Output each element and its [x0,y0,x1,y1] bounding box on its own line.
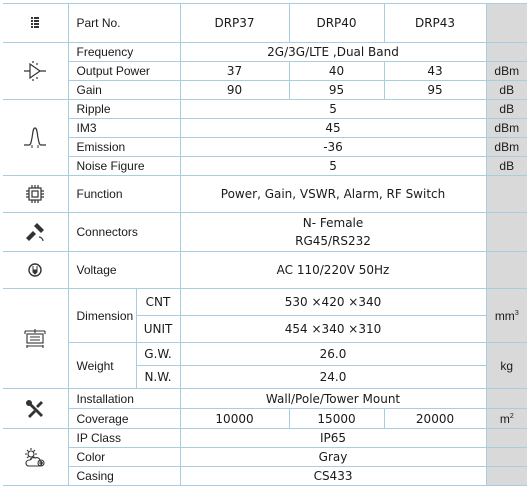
ip-class-value: IP65 [180,429,486,448]
voltage-label: Voltage [68,252,180,289]
dimension-unit [486,289,527,343]
unit-cell-empty [486,4,527,43]
function-value: Power, Gain, VSWR, Alarm, RF Switch [180,176,486,213]
dimension-label: Dimension [68,289,136,343]
casing-unit [486,467,527,486]
color-value: Gray [180,448,486,467]
row-emission [3,138,527,157]
noise-figure-unit: dB [486,157,527,176]
connector-icon [3,213,68,252]
dimension-unit-sup: 3 [514,309,519,317]
ripple-unit: dB [486,100,527,119]
model-drp37: DRP37 [180,4,289,43]
ripple-label: Ripple [68,100,180,119]
dimension-cnt-value: 530 ×420 ×340 [180,289,486,316]
output-power-unit: dBm [486,62,527,81]
coverage-unit-sup: 2 [509,412,514,420]
row-output-power [3,62,527,81]
function-label: Function [68,176,180,213]
coverage-label: Coverage [68,409,180,429]
function-unit [486,176,527,213]
weight-unit: kg [486,343,527,389]
dimension-unit-text: mm [494,308,515,323]
environment-icon [3,429,68,486]
chip-icon [3,176,68,213]
ripple-value: 5 [180,100,486,119]
coverage-drp40: 15000 [289,409,384,429]
row-frequency [3,43,527,62]
installation-value: Wall/Pole/Tower Mount [180,389,486,409]
gain-unit: dB [486,81,527,100]
weight-gw-value: 26.0 [180,343,486,366]
dimension-cnt-label: CNT [136,289,180,316]
spec-table [3,3,527,486]
noise-figure-label: Noise Figure [68,157,180,176]
power-plug-icon [3,252,68,289]
coverage-unit-text: m [499,411,510,426]
output-power-label: Output Power [68,62,180,81]
waveform-icon [3,100,68,176]
amplifier-icon [3,43,68,100]
model-drp43: DRP43 [384,4,486,43]
noise-figure-value: 5 [180,157,486,176]
weight-label: Weight [68,343,136,389]
gain-drp37: 90 [180,81,289,100]
im3-unit: dBm [486,119,527,138]
row-noise-figure [3,157,527,176]
row-function [3,176,527,213]
emission-unit: dBm [486,138,527,157]
row-coverage [3,409,527,429]
connectors-label: Connectors [68,213,180,252]
row-color [3,448,527,467]
dimension-unit-row-label: UNIT [136,316,180,343]
emission-label: Emission [68,138,180,157]
frequency-unit [486,43,527,62]
emission-value: -36 [180,138,486,157]
frequency-label: Frequency [68,43,180,62]
weight-gw-label: G.W. [136,343,180,366]
ip-class-label: IP Class [68,429,180,448]
weight-nw-value: 24.0 [180,366,486,389]
tools-icon [3,389,68,429]
dimension-unit-row-value: 454 ×340 ×310 [180,316,486,343]
output-power-drp37: 37 [180,62,289,81]
voltage-value: AC 110/220V 50Hz [180,252,486,289]
casing-value: CS433 [180,467,486,486]
color-unit [486,448,527,467]
output-power-drp43: 43 [384,62,486,81]
frequency-value: 2G/3G/LTE ,Dual Band [180,43,486,62]
weight-nw-label: N.W. [136,366,180,389]
gain-drp40: 95 [289,81,384,100]
coverage-drp43: 20000 [384,409,486,429]
casing-label: Casing [68,467,180,486]
connectors-line-1: N- Female [302,216,364,230]
row-im3 [3,119,527,138]
row-ip-class [3,429,527,448]
gain-drp43: 95 [384,81,486,100]
output-power-drp40: 40 [289,62,384,81]
row-connectors [3,213,527,252]
row-installation [3,389,527,409]
coverage-drp37: 10000 [180,409,289,429]
part-no-label: Part No. [68,4,180,43]
installation-label: Installation [68,389,180,409]
row-voltage [3,252,527,289]
dimension-icon [3,289,68,389]
voltage-unit [486,252,527,289]
row-gain [3,81,527,100]
im3-value: 45 [180,119,486,138]
connectors-unit [486,213,527,252]
model-drp40: DRP40 [289,4,384,43]
im3-label: IM3 [68,119,180,138]
row-dimension-cnt [3,289,527,316]
connectors-value [180,213,486,252]
gain-label: Gain [68,81,180,100]
row-part-no [3,4,527,43]
row-weight-gw [3,343,527,366]
row-casing [3,467,527,486]
row-ripple [3,100,527,119]
coverage-unit [486,409,527,429]
list-icon [3,4,68,43]
installation-unit [486,389,527,409]
connectors-line-2: RG45/RS232 [295,234,371,248]
color-label: Color [68,448,180,467]
ip-class-unit [486,429,527,448]
